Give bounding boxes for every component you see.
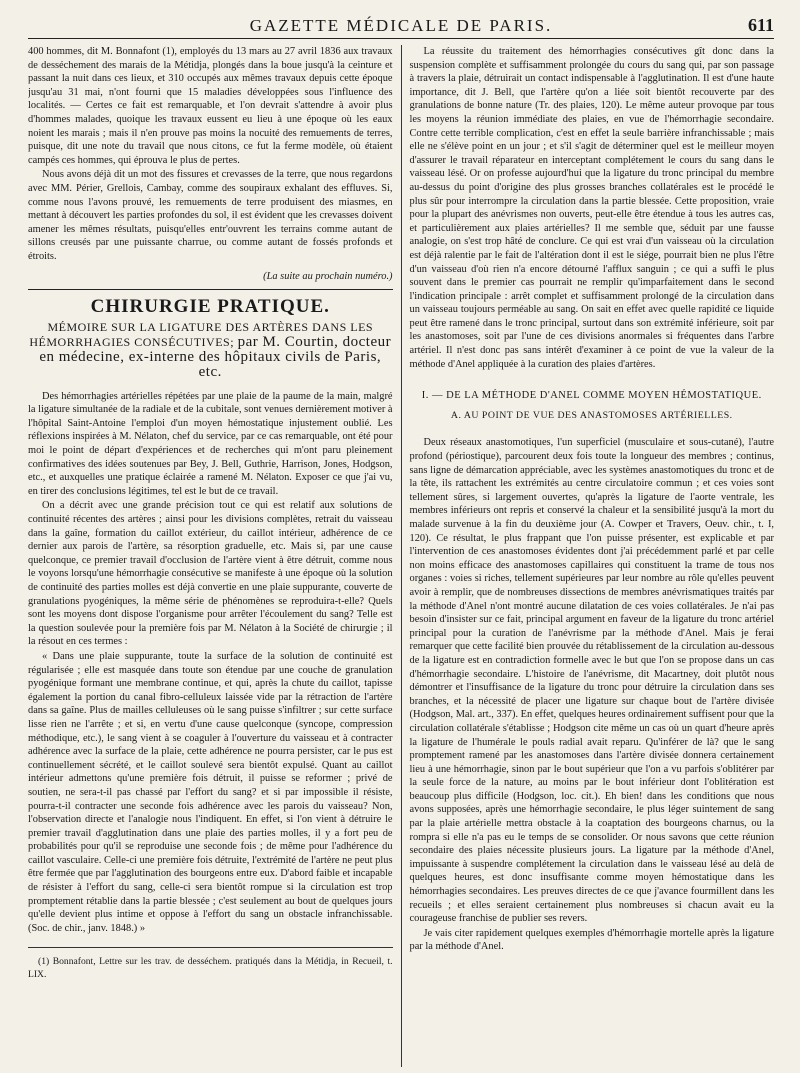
paragraph: La réussite du traitement des hémorrhagies consécutives gît donc dans la suspension complète et suffisamment prolongée du cours du sang qui, par son passage à travers la plaie, détruirait un contact indispensable à l'agglutination. Il est d'une haute importance, dit J. Bell, que l'artère qu'on a liée soit bientôt recouverte par des granulations de bonne nature (Tr. des plaies, 120). Le même auteur provoque par tous les moyens la réunion immédiate des plaies, en vue de l'hémorrhagie secondaire. Contre cette terrible complication, c'est en effet la seule barrière infranchissable ; mais elle ne s'élève point en un jour ; et s'il s'agit de déterminer quel est le meilleur moyen d'assurer le travail réparateur en interceptant complétement le cours du sang dans le vaisseau lésé. Or on professe aujourd'hui que la ligature du tronc principal du membre au-dessus du point d'origine des plus grosses branches collatérales est le procédé le plus sûr pour interrompre la circulation dans la partie blessée. Cette proposition, vraie pour la plupart des anévrismes non ouverts, peut-elle être étendue à tous les autres cas, et particulièrement aux plaies artérielles? Il me semble que, séduit par une fausse analogie, on s'est trop hâté de conclure. Ce qui est vrai d'un vaisseau où la circulation est déjà ralentie par le fait de l'altération dont il est le siége, pourrait bien ne plus l'être d'un vaisseau d'où rien n'a encore détourné l'afflux sanguin ; ce qui a suffi le plus souvent dans le premier cas pourrait ne remplir qu'imparfaitement dans le second l'indication principale : arrêt complet et suffisamment prolongé de la circulation dans un vaisseau toujours perméable au sang. On sait en effet avec quelle rapidité ce liquide peut être ramené dans le tronc principal, surtout dans son extrémité inférieure, soit par les anastomoses, soit par l'une de ces divisions anormales si fréquentes dans l'arbre artériel. Il n'est donc pas sans intérêt d'examiner à ce point de vue la valeur de la méthode d'Anel appliquée à la curation des plaies d'artères. bbox=[409, 46, 775, 370]
divider bbox=[28, 289, 393, 290]
article-title bbox=[28, 320, 393, 380]
footnote-divider bbox=[28, 947, 393, 948]
article-title-main: MÉMOIRE SUR LA LIGATURE DES ARTÈRES DANS LES HÉMORRHAGIES CONSÉCUTIVES; bbox=[29, 319, 374, 349]
page-number: 611 bbox=[747, 15, 774, 35]
paragraph: Deux réseaux anastomotiques, l'un superficiel (musculaire et sous-cutané), l'autre profond (périostique), parcourent deux fois toute la longueur des membres ; continus, sans ligne de démarcation appréciable, avec les systèmes anastomotiques du tronc et de la tête, ils rattachent les extrémités au centre circulatoire commun ; et ces voies sont tellement sûres, si largement ouvertes, qu'après la ligature de l'aorte ventrale, les membres inférieurs ont repris et conservé la chaleur et la sensibilité jusqu'à la mort du malade survenue à la fin du deuxième jour (A. Cowper et Travers, Oeuv. chir., t. I, 120). Ce résultat, le plus frappant que l'on puisse présenter, est explicable et par l'intervention de ces anastomoses évidentes dont j'ai précédemment parlé et par celle non moins efficace des anastomoses capillaires qui constituent la trame de tous nos organes : voies si riches, tellement supérieures par leur nombre au rôle qu'elles peuvent avoir à remplir, que de nombreuses dissections de membres anévrismatiques traités par la méthode d'Anel n'ont montré aucune dilatation de ces voies collatérales. Je n'ai pas besoin d'insister sur ce fait, principal argument en faveur de la ligature du tronc artériel principal pour la curation de l'anévrisme par la méthode d'Anel. Mais je ferai remarquer que cette facilité bien prouvée du rétablissement de la circulation au-dessous de la ligature est en contradiction formelle avec le but que l'on se propose dans un cas d'hémorrhagie secondaire. L'histoire de l'anévrisme, dit Macartney, doit plutôt nous démontrer et l'insuffisance de la ligature du tronc pour détruire la circulation dans ses branches, et la nécessité de placer une ligature sur chaque bout de l'artère divisée (Hodgson, Mal. art., 337). En effet, quelques heures ordinairement suffisent pour que la circulation collatérale s'établisse ; Hodgson cite même un cas où un quart d'heure après la ligature de l'humérale le pouls radial avait reparu. Qu'inférer de là? que le sang promptement ramené par les anastomoses dans l'artère divisée donnera certainement lieu à une hémorrhagie, sinon par le bout supérieur que l'on a vu parfois s'oblitérer par la seule force de la nature, au moins par le bout inférieur dont l'oblitération est beaucoup plus difficile (Hodgson, loc. cit.). Eh bien! dans les conditions que nous avons supposées, après une hémorrhagie secondaire, le plus léger suintement de sang par la plaie artérielle mettra obstacle à la coaptation des bourgeons charnus, ou la rompra si elle n'a pas eu le temps de se consolider. Or nous savons que cette réunion secondaire des plaies nécessite plusieurs jours. La ligature par la méthode d'Anel, impuissante à suspendre complétement la circulation dans le vaisseau lésé au delà de quelques heures, est donc insuffisante comme moyen hémostatique dans les hémorrhagies secondaires. Les preuves directes de ce que j'avance fourmillent dans les recueils ; et elles seraient certainement plus nombreuses si chacun avait eu la courageuse franchise de publier ses revers. bbox=[409, 437, 775, 925]
section-title: CHIRURGIE PRATIQUE. bbox=[90, 296, 330, 318]
paragraph: On a décrit avec une grande précision tout ce qui est relatif aux solutions de continuité récentes des artères ; ainsi pour les divisions complètes, retrait du vaisseau dans la gaîne, formation du caillot extérieur, du caillot intérieur, adhérence de ce dernier aux parois de l'artère, sa résorption graduelle, etc. Mais si, par une cause quelconque, ce premier travail d'occlusion de l'artère vient à être détruit, comme nous le voyons lorsqu'une hémorrhagie consécutive se manifeste à une époque où la solution de continuité des parties molles est déjà convertie en une plaie suppurante, couverte de granulations pyogéniques, la même série de phénomènes se reproduira-t-elle? Quels sont les moyens dont dispose l'organisme pour arrêter l'écoulement du sang? Telle est la question soulevée pour la première fois par M. Nélaton à la Société de chirurgie ; il la résout en ces termes : bbox=[28, 500, 393, 648]
page-header bbox=[28, 14, 774, 39]
paragraph: Je vais citer rapidement quelques exemples d'hémorrhagie mortelle après la ligature par la méthode d'Anel. bbox=[409, 927, 775, 953]
journal-title: GAZETTE MÉDICALE DE PARIS. bbox=[249, 16, 553, 35]
right-column bbox=[402, 45, 775, 1067]
subsection-heading: I. — DE LA MÉTHODE D'ANEL COMME MOYEN HÉMOSTATIQUE. bbox=[421, 390, 762, 402]
continuation-note: (La suite au prochain numéro.) bbox=[263, 270, 393, 282]
quotation: « Dans une plaie suppurante, toute la surface de la solution de continuité est régularisée ; elle est masquée dans toute son étendue par une couche de granulation pyogénique formant une membrane continue, et qui, après la chute du caillot, tapisse également la portion du canal fibro-celluleux laissée vide par la rétraction de l'artère dans sa gaîne. Plus de mailles celluleuses où le sang puisse s'infiltrer ; sur cette surface lisse rien ne l'arrête ; et si, en vertu d'une cause quelconque (syncope, compression méthodique, etc.), le sang vient à se coaguler à l'ouverture du vaisseau et à contracter adhérence avec la surface de la plaie, cette adhérence ne pourra persister, car le pus est continuellement sécrété, et le caillot soulevé sera bientôt expulsé. Quant au caillot intérieur admettons qu'une première fois détruit, il puisse se reformer ; privé de soutien, ne sera-t-il pas chassé par l'effort du sang? et si par impossible il résiste, pourra-t-il contracter une seconde fois adhérence avec les parois du vaisseau? Non, l'observation directe et l'analogie nous l'indiquent. En effet, si l'on vient à détruire le premier travail d'agglutination dans une plaie des parties molles, il y a fort peu de probabilités pour qu'il se reproduise une seconde fois ; de même pour l'adhérence du caillot vasculaire. Celle-ci une première fois détruite, l'extrémité de l'artère ne peut plus être fermée que par l'agglutination des bourgeons entre eux. D'abord faible et incapable de résister à l'effort du sang, celle-ci sera bientôt rompue si la circulation est trop promptement rétablie dans la partie blessée ; c'est seulement au bout de quelques jours qu'elle devient plus intime et oppose à l'effort du sang un obstacle infranchissable. (Soc. de chir., janv. 1848.) » bbox=[28, 650, 393, 934]
footnote: (1) Bonnafont, Lettre sur les trav. de desséchem. pratiqués dans la Métidja, in Recueil, t. LIX. bbox=[28, 956, 393, 980]
subsubsection-heading: A. AU POINT DE VUE DES ANASTOMOSES ARTÉRIELLES. bbox=[450, 409, 733, 421]
article-author: par M. Courtin, docteur en médecine, ex-interne des hôpitaux civils de Paris, etc. bbox=[39, 333, 392, 380]
paragraph: Nous avons déjà dit un mot des fissures et crevasses de la terre, que nous regardons avec MM. Périer, Grellois, Cambay, comme des soupiraux exhalant des effluves. Si, comme nous l'avons prouvé, les remuements de terre produisent des miasmes, en mettant à découvert les parties profondes du sol, il est évident que les crevasses doivent amener les mêmes résultats, puisqu'elles entr'ouvrent les terrains comme autant de sillons creusés par une puissante charrue, ou comme autant de fossés profonds et étroits. bbox=[28, 169, 393, 262]
two-column-body bbox=[28, 45, 774, 1067]
left-column bbox=[28, 45, 401, 1067]
paragraph: 400 hommes, dit M. Bonnafont (1), employés du 13 mars au 27 avril 1836 aux travaux de desséchement des marais de la Métidja, plongés dans la boue jusqu'à la ceinture et passant la nuit dans ces lieux, et 310 occupés aux mêmes travaux depuis cette époque jusqu'au 31 mai, n'ont fourni que 15 maladies développées sous l'influence des localités. — Certes ce fait est remarquable, et l'on devrait s'attendre à avoir plus d'hommes malades, quoique les travaux eussent eu lieu à une époque où les eaux noient les marais ; mais il n'en prouve pas moins la nocuité des remuements de terres, puisque, dit une note du travail que nous citons, ce fut la ferme modèle, où étaient campés ces hommes, qui éprouva le plus de pertes. bbox=[28, 46, 393, 166]
paragraph: Des hémorrhagies artérielles répétées par une plaie de la paume de la main, malgré la ligature simultanée de la radiale et de la cubitale, sont venues dernièrement motiver à l'hôpital Saint-Antoine l'emploi d'un moyen hémostatique injustement oublié. Les réflexions inspirées à M. Nélaton, chef du service, par ce cas remarquable, ont été pour moi le point de départ d'expériences et de recherches qui m'ont paru pleinement confirmatives des idées soutenues par Bey, J. Bell, Guthrie, Harrison, Jones, Hodgson, etc., et auxquelles une pratique éclairée a ramené M. Nélaton. Exposer ce que j'ai vu, en tirer des conclusions légitimes, tel est le but de ce travail. bbox=[28, 390, 393, 497]
